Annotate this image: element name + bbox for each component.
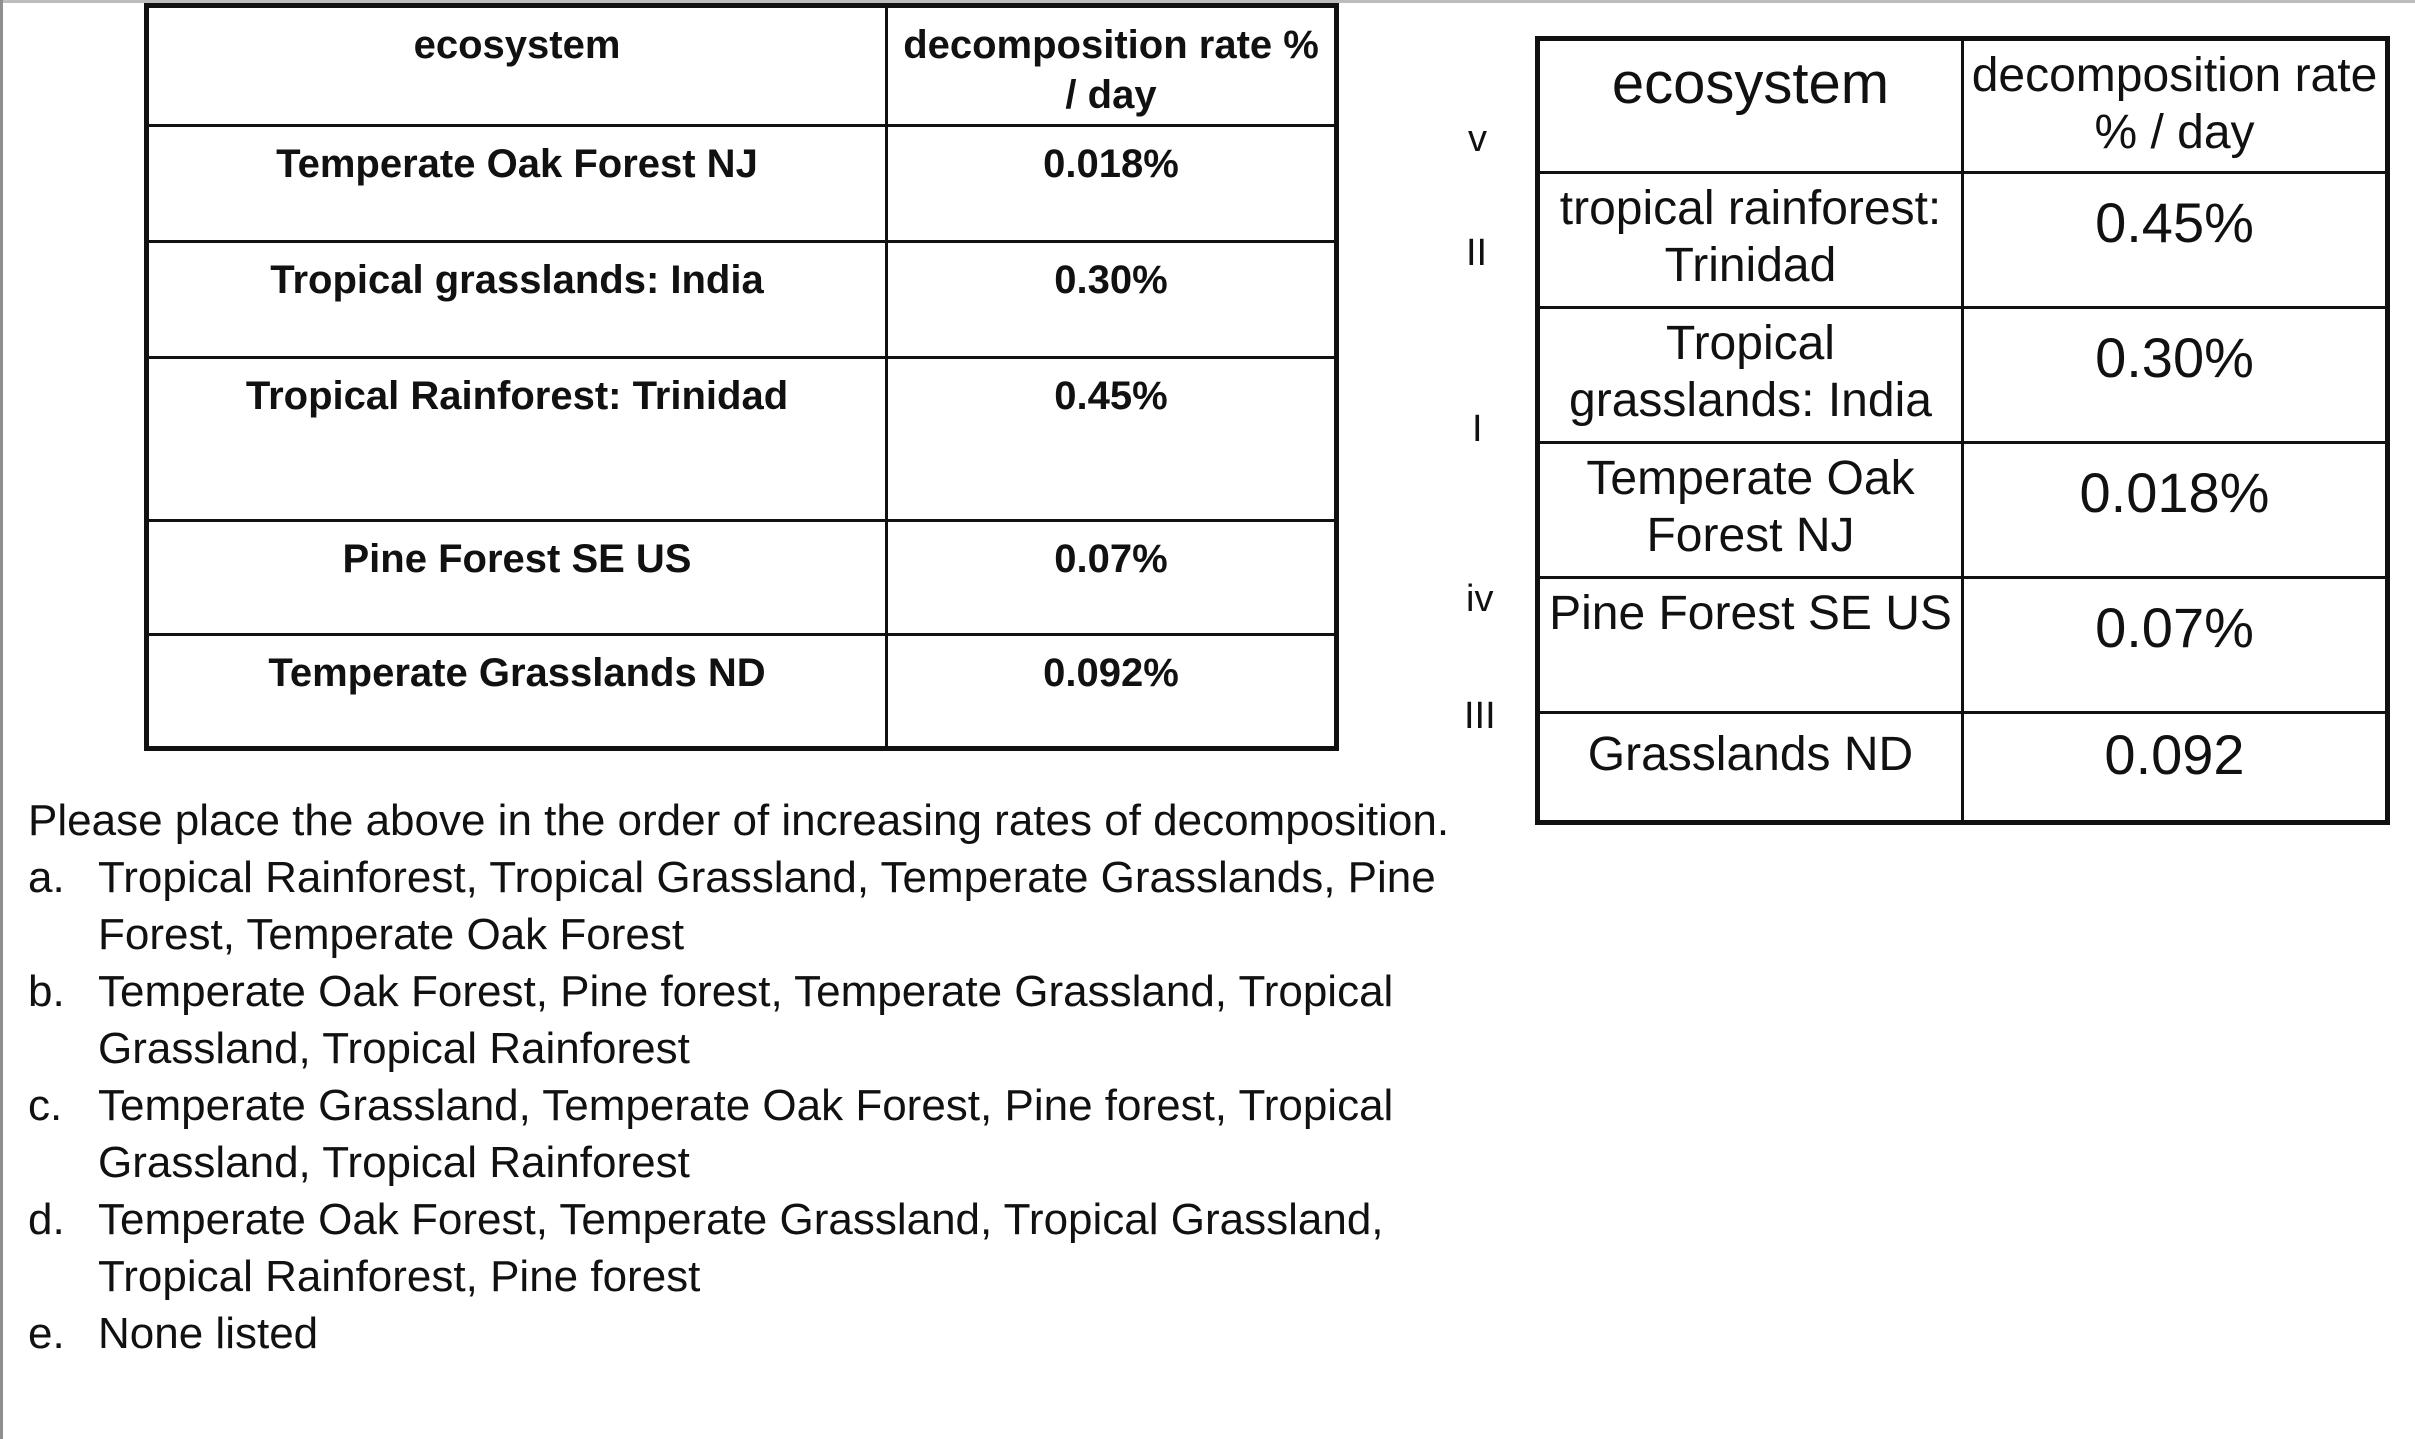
roman-label: v bbox=[1468, 118, 1487, 160]
rate-cell: 0.30% bbox=[1963, 308, 2388, 443]
header-ecosystem: ecosystem bbox=[1538, 39, 1963, 173]
ecosystem-cell: tropical rainforest: Trinidad bbox=[1538, 173, 1963, 308]
roman-label: I bbox=[1472, 408, 1483, 450]
ecosystem-cell: Temperate Oak Forest NJ bbox=[1538, 443, 1963, 578]
table-row bbox=[1538, 578, 2388, 713]
answer-option-c[interactable] bbox=[28, 1077, 1438, 1191]
table-header-row bbox=[1538, 39, 2388, 173]
option-letter: e. bbox=[28, 1309, 65, 1358]
option-letter: a. bbox=[28, 853, 65, 902]
ecosystem-cell: Tropical grasslands: India bbox=[147, 242, 887, 358]
option-text: Temperate Grassland, Temperate Oak Forest, Pine forest, Tropical Grassland, Tropical Rainforest bbox=[98, 1081, 1394, 1187]
answer-option-a[interactable] bbox=[28, 849, 1438, 963]
ecosystem-cell: Tropical grasslands: India bbox=[1538, 308, 1963, 443]
option-letter: d. bbox=[28, 1195, 65, 1244]
table-header-row bbox=[147, 6, 1337, 126]
table-row bbox=[147, 358, 1337, 521]
ecosystem-cell: Pine Forest SE US bbox=[1538, 578, 1963, 713]
table-row bbox=[1538, 443, 2388, 578]
option-letter: c. bbox=[28, 1081, 63, 1130]
decomposition-table-original bbox=[144, 3, 1339, 751]
option-text: Temperate Oak Forest, Temperate Grassland, Tropical Grassland, Tropical Rainforest, Pine forest bbox=[98, 1195, 1384, 1301]
decomposition-table-reordered bbox=[1535, 36, 2390, 825]
rate-cell: 0.092% bbox=[887, 635, 1337, 749]
header-decomposition-rate: decomposition rate % / day bbox=[1963, 39, 2388, 173]
option-text: Tropical Rainforest, Tropical Grassland, Temperate Grasslands, Pine Forest, Temperate Oak Forest bbox=[98, 853, 1436, 959]
rate-cell: 0.018% bbox=[1963, 443, 2388, 578]
question-block bbox=[28, 792, 1508, 1362]
option-text: Temperate Oak Forest, Pine forest, Temperate Grassland, Tropical Grassland, Tropical Rainforest bbox=[98, 967, 1394, 1073]
table-row bbox=[1538, 713, 2388, 823]
roman-label: III bbox=[1464, 695, 1496, 737]
rate-cell: 0.092 bbox=[1963, 713, 2388, 823]
header-decomposition-rate: decomposition rate % / day bbox=[887, 6, 1337, 126]
table-row bbox=[1538, 173, 2388, 308]
answer-option-b[interactable] bbox=[28, 963, 1438, 1077]
rate-cell: 0.07% bbox=[887, 521, 1337, 635]
table-row bbox=[147, 521, 1337, 635]
table-row bbox=[147, 242, 1337, 358]
ecosystem-cell: Temperate Oak Forest NJ bbox=[147, 126, 887, 242]
ecosystem-cell: Tropical Rainforest: Trinidad bbox=[147, 358, 887, 521]
rate-cell: 0.45% bbox=[1963, 173, 2388, 308]
answer-option-e[interactable] bbox=[28, 1305, 1438, 1362]
page-left-border bbox=[0, 0, 3, 1439]
rate-cell: 0.45% bbox=[887, 358, 1337, 521]
roman-label: II bbox=[1466, 232, 1488, 274]
header-ecosystem: ecosystem bbox=[147, 6, 887, 126]
option-letter: b. bbox=[28, 967, 65, 1016]
answer-option-d[interactable] bbox=[28, 1191, 1438, 1305]
table-row bbox=[147, 126, 1337, 242]
table-row bbox=[1538, 308, 2388, 443]
ecosystem-cell: Grasslands ND bbox=[1538, 713, 1963, 823]
roman-label: iv bbox=[1466, 578, 1494, 620]
table-row bbox=[147, 635, 1337, 749]
question-text: Please place the above in the order of increasing rates of decomposition. bbox=[28, 796, 1450, 845]
rate-cell: 0.30% bbox=[887, 242, 1337, 358]
ecosystem-cell: Temperate Grasslands ND bbox=[147, 635, 887, 749]
ecosystem-cell: Pine Forest SE US bbox=[147, 521, 887, 635]
rate-cell: 0.018% bbox=[887, 126, 1337, 242]
answer-options bbox=[28, 849, 1508, 1362]
rate-cell: 0.07% bbox=[1963, 578, 2388, 713]
option-text: None listed bbox=[98, 1309, 319, 1358]
